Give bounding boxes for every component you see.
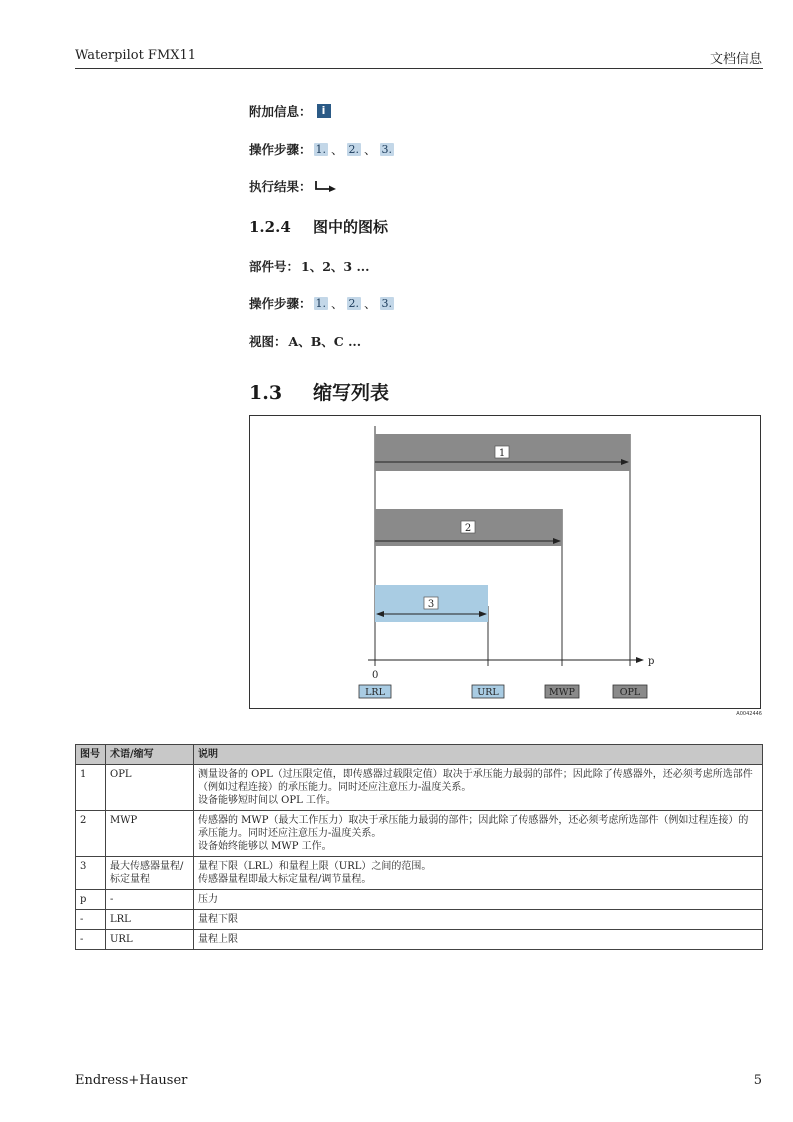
convention-label: 操作步骤： [249, 142, 312, 157]
table-header-row [76, 745, 763, 765]
bar-label: 2 [464, 523, 472, 534]
row-description [194, 910, 763, 930]
row-number: p [76, 890, 106, 910]
row-number: - [76, 930, 106, 950]
header-section-name: 文档信息 [709, 52, 762, 67]
symbol-label: 部件号： [249, 259, 300, 274]
row-description [194, 765, 763, 811]
description-line: 传感器的 MWP（最大工作压力）取决于承压能力最弱的部件；因此除了传感器外，还必须考虑所选部件（例如过程连接）的承压能力。同时还应注意压力-温度关系。 [198, 815, 749, 839]
convention-steps [249, 140, 394, 158]
axis-label: p [648, 656, 655, 667]
separator: 、 [364, 296, 377, 311]
row-number: 1 [76, 765, 106, 811]
separator: 、 [331, 142, 344, 157]
step-number: 2. [348, 296, 360, 310]
convention-label: 执行结果： [249, 179, 312, 194]
row-description [194, 857, 763, 890]
section-heading-1-3 [249, 378, 389, 405]
step-number: 1. [315, 296, 327, 310]
symbol-label: 视图： [249, 334, 287, 349]
row-term: 最大传感器量程/ 标定量程 [106, 857, 194, 890]
figure-symbol-views [249, 332, 361, 350]
description-line: 量程下限（LRL）和量程上限（URL）之间的范围。 [198, 861, 432, 872]
section-number: 1.3 [249, 382, 283, 404]
description-line: 设备能够短时间以 OPL 工作。 [198, 795, 336, 806]
page-number: 5 [753, 1073, 762, 1088]
result-arrow-icon [314, 180, 338, 192]
marker-label: OPL [619, 687, 641, 698]
row-number: 3 [76, 857, 106, 890]
symbol-text: A、B、C ... [288, 334, 362, 349]
figure-symbol-steps [249, 294, 394, 312]
convention-additional-info [249, 102, 331, 120]
header-divider [75, 68, 763, 69]
row-description [194, 890, 763, 910]
row-number: 2 [76, 811, 106, 857]
symbol-text: 1、2、3 ... [301, 259, 370, 274]
bar-label: 3 [427, 599, 435, 610]
row-term: OPL [106, 765, 194, 811]
figure-id: A0042446 [736, 711, 762, 717]
table-row [76, 857, 763, 890]
bar-label: 1 [498, 448, 506, 459]
info-icon: i [317, 104, 331, 118]
header-product-name: Waterpilot FMX11 [75, 48, 197, 63]
table-row [76, 910, 763, 930]
step-number: 2. [348, 142, 360, 156]
description-line: 量程下限 [198, 914, 238, 925]
symbol-label: 操作步骤： [249, 296, 312, 311]
marker-label: URL [477, 687, 499, 698]
axis-origin: 0 [372, 670, 379, 681]
section-title: 缩写列表 [313, 382, 390, 404]
row-term: MWP [106, 811, 194, 857]
description-line: 量程上限 [198, 934, 238, 945]
row-term: - [106, 890, 194, 910]
table-header: 图号 [76, 745, 106, 765]
table-header: 术语/缩写 [106, 745, 194, 765]
table-header: 说明 [194, 745, 763, 765]
abbreviation-table [75, 744, 763, 950]
description-line: 传感器量程即最大标定量程/调节量程。 [198, 874, 372, 885]
section-heading-1-2-4 [249, 216, 388, 237]
row-term: LRL [106, 910, 194, 930]
pressure-range-diagram [250, 416, 760, 708]
row-term: URL [106, 930, 194, 950]
convention-result [249, 177, 338, 195]
step-number: 1. [315, 142, 327, 156]
table-row [76, 930, 763, 950]
separator: 、 [331, 296, 344, 311]
table-row [76, 811, 763, 857]
step-number: 3. [381, 296, 393, 310]
description-line: 测量设备的 OPL（过压限定值，即传感器过载限定值）取决于承压能力最弱的部件；因此除了传感器外，还必须考虑所选部件（例如过程连接）的承压能力。同时还应注意压力-温度关系。 [198, 769, 753, 793]
row-description [194, 930, 763, 950]
figure-symbol-part-numbers [249, 257, 370, 275]
marker-label: MWP [549, 687, 575, 698]
row-description [194, 811, 763, 857]
footer-brand: Endress+Hauser [75, 1073, 188, 1088]
separator: 、 [364, 142, 377, 157]
pressure-range-figure [249, 415, 761, 709]
section-title: 图中的图标 [313, 218, 389, 236]
step-number: 3. [381, 142, 393, 156]
convention-label: 附加信息： [249, 104, 312, 119]
section-number: 1.2.4 [249, 218, 291, 236]
table-row [76, 765, 763, 811]
row-number: - [76, 910, 106, 930]
marker-label: LRL [365, 687, 385, 698]
description-line: 设备始终能够以 MWP 工作。 [198, 841, 332, 852]
table-row [76, 890, 763, 910]
description-line: 压力 [198, 894, 218, 905]
